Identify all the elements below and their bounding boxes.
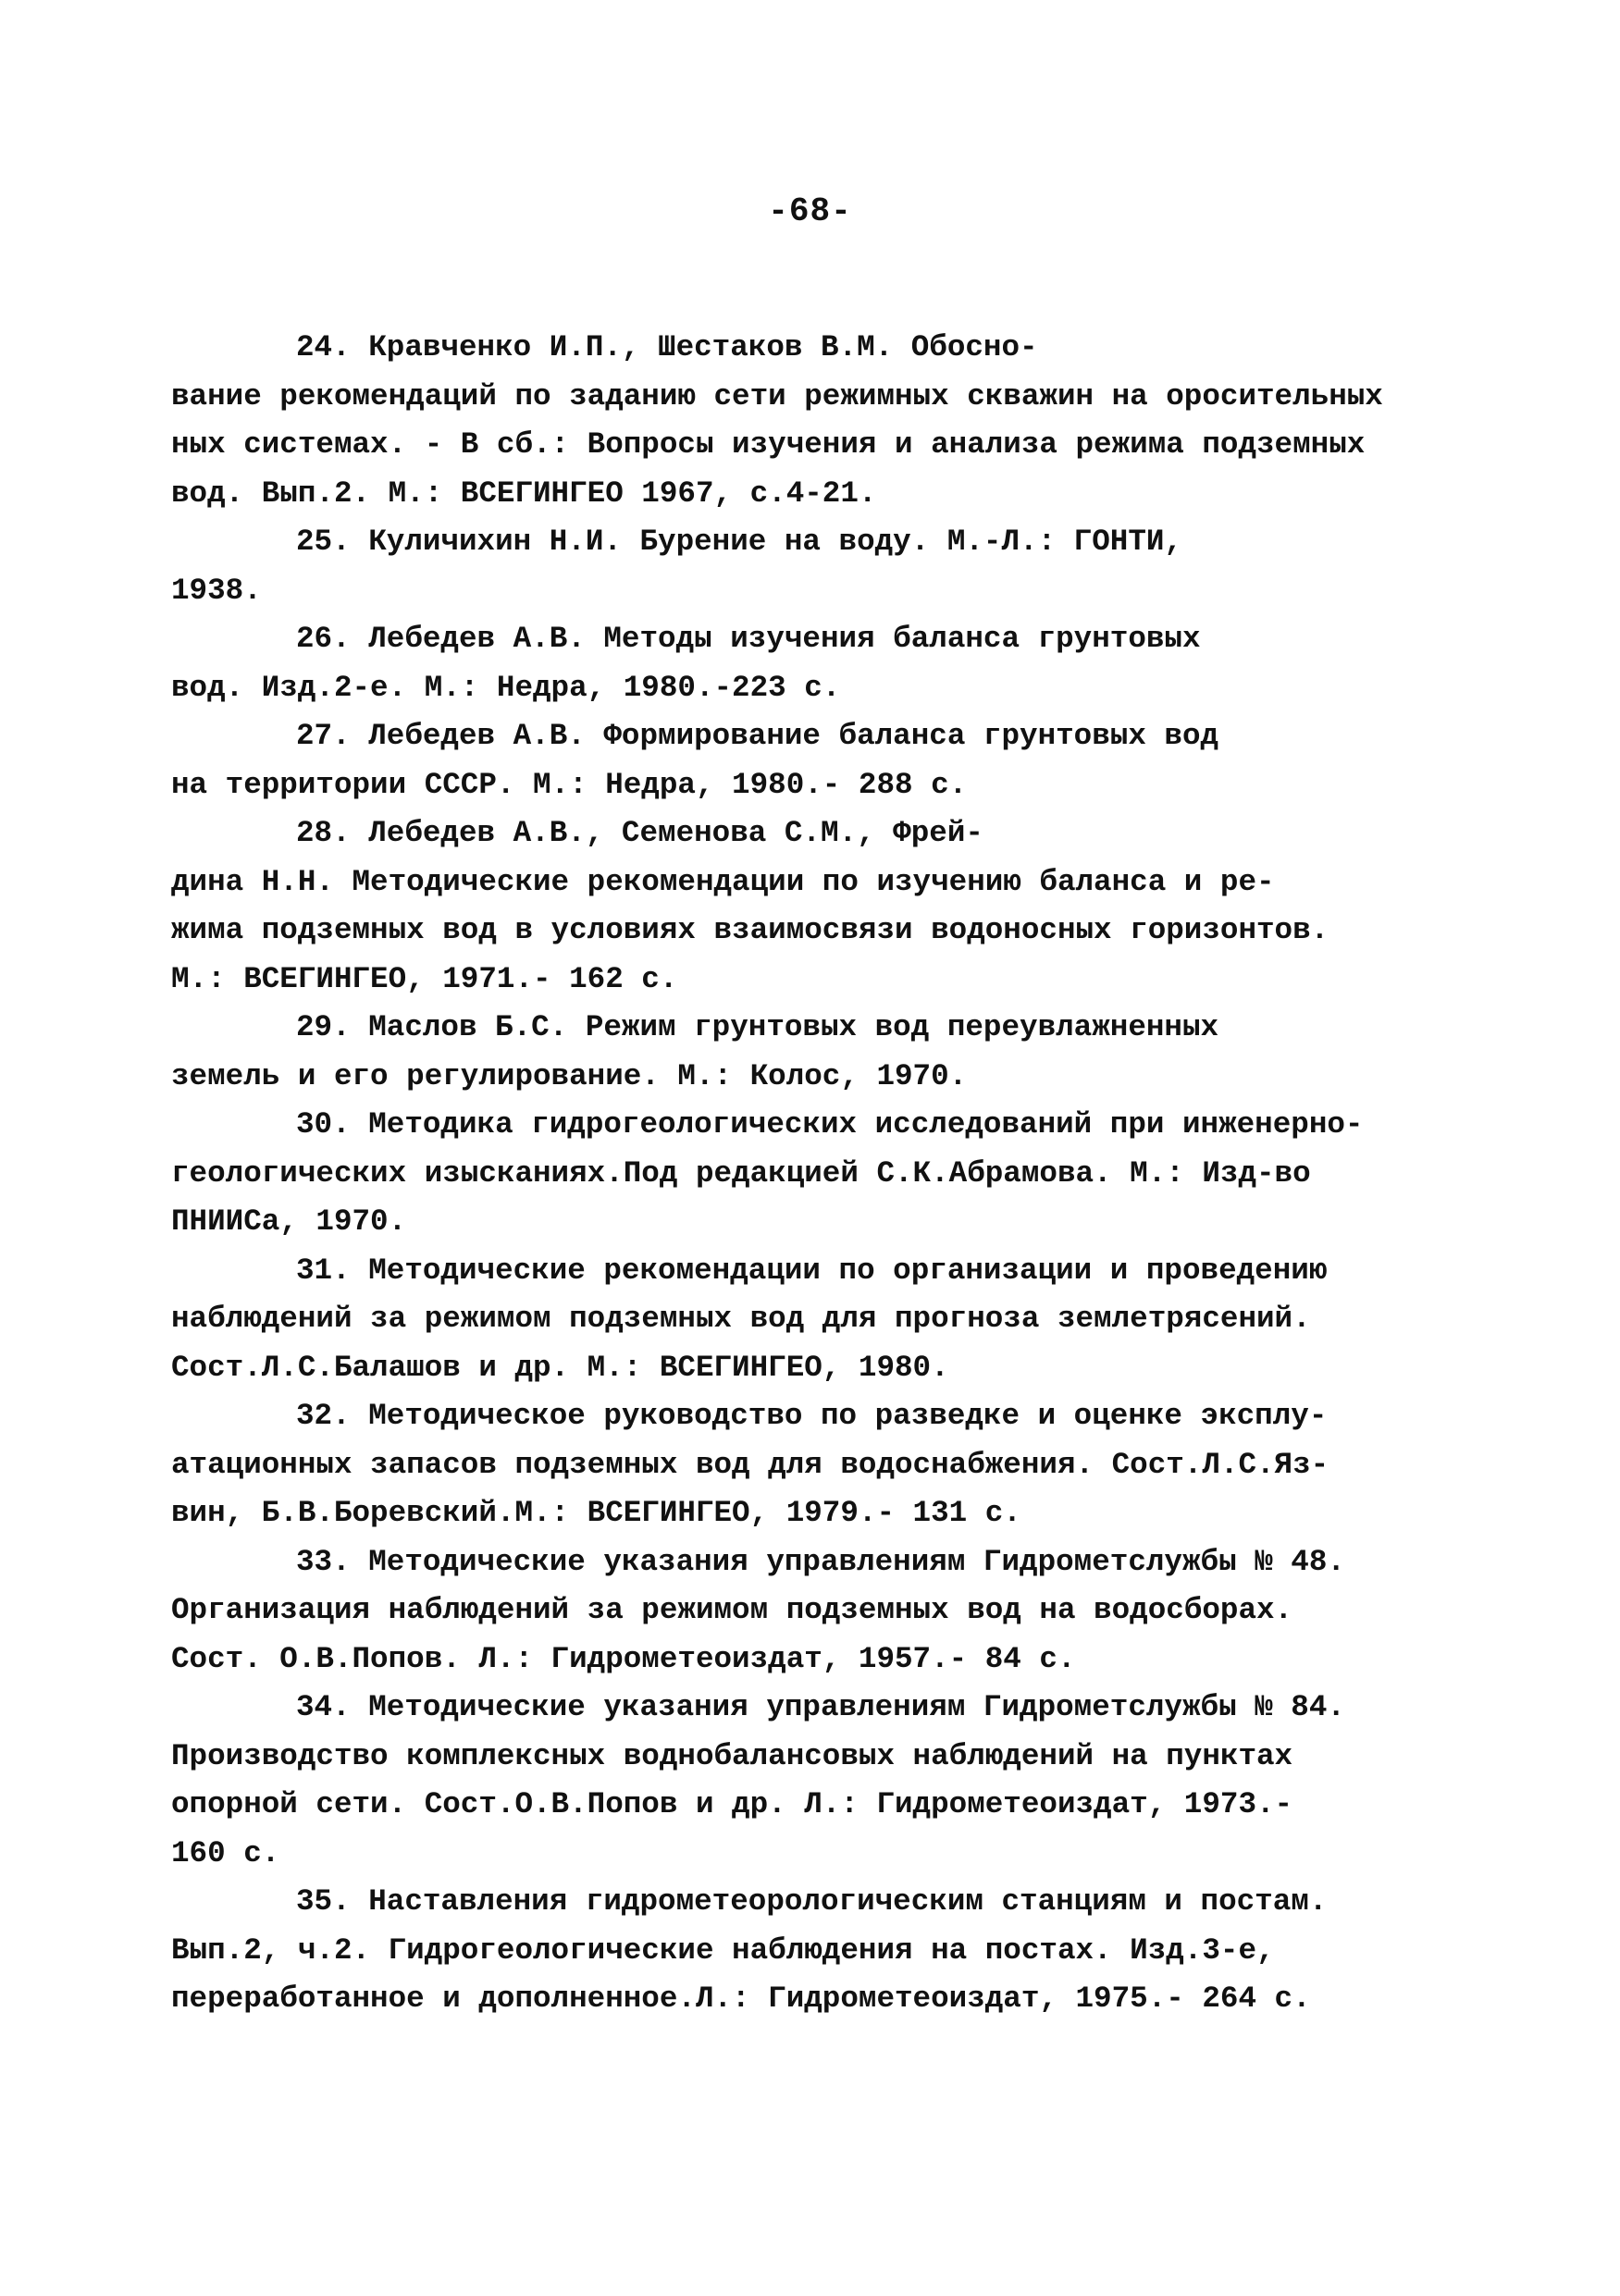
reference-line: Производство комплексных воднобалансовых наблюдений на пунктах <box>171 1738 1293 1773</box>
reference-line: 34. Методические указания управлениям Гидрометслужбы № 84. <box>296 1690 1345 1724</box>
reference-line: вание рекомендаций по заданию сети режимных скважин на оросительных <box>171 378 1383 414</box>
reference-line: М.: ВСЕГИНГЕО, 1971.- 162 с. <box>171 961 678 996</box>
reference-28 <box>171 809 1466 1004</box>
reference-number: 29. <box>296 1010 351 1044</box>
reference-line: 29. Маслов Б.С. Режим грунтовых вод переувлажненных <box>296 1010 1219 1044</box>
reference-number: 33. <box>296 1544 351 1579</box>
reference-31 <box>171 1247 1466 1393</box>
reference-33 <box>171 1538 1466 1685</box>
reference-26 <box>171 615 1466 712</box>
reference-30 <box>171 1101 1466 1247</box>
reference-line: 35. Наставления гидрометеорологическим станциям и постам. <box>296 1884 1328 1919</box>
reference-line: ПНИИСа, 1970. <box>171 1204 407 1239</box>
reference-line: вод. Изд.2-е. М.: Недра, 1980.-223 с. <box>171 670 841 705</box>
reference-35 <box>171 1878 1466 2024</box>
reference-line: земель и его регулирование. М.: Колос, 1970. <box>171 1058 968 1093</box>
reference-line: вин, Б.В.Боревский.М.: ВСЕГИНГЕО, 1979.- 131 с. <box>171 1496 1021 1530</box>
reference-line: ных системах. - В сб.: Вопросы изучения и анализа режима подземных <box>171 427 1366 462</box>
reference-line: 33. Методические указания управлениям Гидрометслужбы № 48. <box>296 1544 1345 1579</box>
reference-line: вод. Вып.2. М.: ВСЕГИНГЕО 1967, с.4-21. <box>171 475 877 511</box>
reference-27 <box>171 712 1466 809</box>
reference-line: 24. Кравченко И.П., Шестаков В.М. Обосно- <box>296 330 1038 364</box>
reference-32 <box>171 1392 1466 1538</box>
reference-line: Вып.2, ч.2. Гидрогеологические наблюдения на постах. Изд.3-е, <box>171 1932 1275 1968</box>
reference-list <box>171 324 1466 2024</box>
reference-29 <box>171 1004 1466 1101</box>
reference-line: 27. Лебедев А.В. Формирование баланса грунтовых вод <box>296 719 1219 753</box>
reference-34 <box>171 1684 1466 1878</box>
reference-number: 27. <box>296 719 351 753</box>
reference-line: 1938. <box>171 573 262 608</box>
reference-line: Сост.Л.С.Балашов и др. М.: ВСЕГИНГЕО, 1980. <box>171 1350 949 1385</box>
reference-number: 28. <box>296 816 351 850</box>
reference-line: на территории СССР. М.: Недра, 1980.- 288 с. <box>171 767 968 802</box>
reference-line: 26. Лебедев А.В. Методы изучения баланса грунтовых <box>296 622 1201 656</box>
reference-line: 160 с. <box>171 1835 280 1870</box>
reference-24 <box>171 324 1466 518</box>
reference-25 <box>171 518 1466 615</box>
reference-number: 25. <box>296 525 351 559</box>
reference-line: опорной сети. Сост.О.В.Попов и др. Л.: Гидрометеоиздат, 1973.- <box>171 1787 1293 1821</box>
reference-number: 32. <box>296 1399 351 1433</box>
reference-number: 31. <box>296 1253 351 1288</box>
reference-line: геологических изысканиях.Под редакцией С.К.Абрамова. М.: Изд-во <box>171 1155 1311 1191</box>
reference-number: 34. <box>296 1690 351 1724</box>
reference-number: 30. <box>296 1107 351 1142</box>
reference-line: наблюдений за режимом подземных вод для прогноза землетрясений. <box>171 1302 1311 1336</box>
reference-line: Организация наблюдений за режимом подземных вод на водосборах. <box>171 1593 1293 1627</box>
reference-number: 24. <box>296 330 351 364</box>
reference-line: 32. Методическое руководство по разведке и оценке эксплу- <box>296 1399 1328 1433</box>
reference-line: 25. Куличихин Н.И. Бурение на воду. М.-Л.: ГОНТИ, <box>296 525 1182 559</box>
reference-number: 26. <box>296 622 351 656</box>
reference-line: 30. Методика гидрогеологических исследований при инженерно- <box>296 1107 1364 1142</box>
reference-line: дина Н.Н. Методические рекомендации по изучению баланса и ре- <box>171 864 1275 899</box>
reference-line: 28. Лебедев А.В., Семенова С.М., Фрей- <box>296 816 983 850</box>
reference-line: переработанное и дополненное.Л.: Гидрометеоиздат, 1975.- 264 с. <box>171 1981 1311 2016</box>
reference-line: атационных запасов подземных вод для водоснабжения. Сост.Л.С.Яз- <box>171 1447 1329 1482</box>
reference-line: жима подземных вод в условиях взаимосвязи водоносных горизонтов. <box>171 913 1329 947</box>
reference-line: 31. Методические рекомендации по организации и проведению <box>296 1253 1328 1288</box>
page-number: -68- <box>768 192 852 230</box>
reference-line: Сост. О.В.Попов. Л.: Гидрометеоиздат, 1957.- 84 с. <box>171 1641 1076 1676</box>
reference-number: 35. <box>296 1884 351 1919</box>
